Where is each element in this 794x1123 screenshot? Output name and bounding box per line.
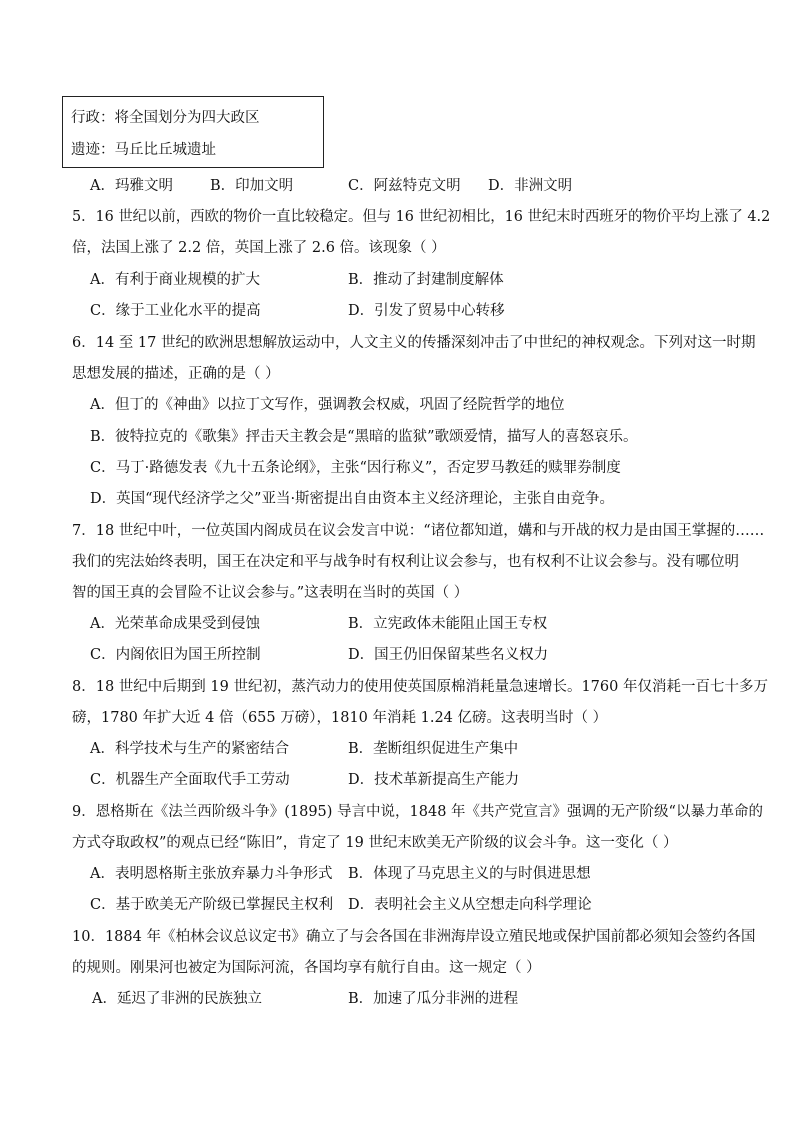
- q7-option-c: C．内阁依旧为国王所控制: [90, 647, 261, 663]
- q6-option-c: C．马丁·路德发表《九十五条论纲》，主张“因行称义”，否定罗马教廷的赎罪券制度: [90, 460, 621, 476]
- q7-stem-line-2: 我们的宪法始终表明，国王在决定和平与战争时有权利让议会参与，也有权利不让议会参与。没有哪位明: [72, 554, 739, 570]
- q9-option-b: B．体现了马克思主义的与时俱进思想: [348, 866, 591, 882]
- q5-stem-line-2: 倍，法国上涨了 2.2 倍，英国上涨了 2.6 倍。该现象（ ）: [72, 240, 446, 256]
- q5-option-d: D．引发了贸易中心转移: [348, 303, 505, 319]
- q7-option-a: A．光荣革命成果受到侵蚀: [90, 616, 260, 632]
- q7-option-d: D．国王仍旧保留某些名义权力: [348, 647, 549, 663]
- q5-stem-line-1: 5．16 世纪以前，西欧的物价一直比较稳定。但与 16 世纪初相比，16 世纪末时西班牙的物价平均上涨了 4.2: [72, 209, 771, 225]
- q5-option-a: A．有利于商业规模的扩大: [90, 272, 260, 288]
- q10-stem-line-1: 10．1884 年《柏林会议总议定书》确立了与会各国在非洲海岸设立殖民地或保护国前都必须知会签约各国: [72, 929, 756, 945]
- q5-option-b: B．推动了封建制度解体: [348, 272, 504, 288]
- q9-option-a: A．表明恩格斯主张放弃暴力斗争形式: [90, 866, 333, 882]
- q7-stem-line-3: 智的国王真的会冒险不让议会参与。”这表明在当时的英国（ ）: [72, 585, 469, 601]
- q9-stem-line-1: 9．恩格斯在《法兰西阶级斗争》(1895) 导言中说，1848 年《共产党宣言》强调的无产阶级“以暴力革命的: [72, 804, 763, 820]
- q6-option-a: A．但丁的《神曲》以拉丁文写作，强调教会权威，巩固了经院哲学的地位: [90, 397, 565, 413]
- q9-option-c: C．基于欧美无产阶级已掌握民主权利: [90, 897, 334, 913]
- q10-option-b: B．加速了瓜分非洲的进程: [348, 991, 519, 1007]
- q9-stem-line-2: 方式夺取政权”的观点已经“陈旧”，肯定了 19 世纪末欧美无产阶级的议会斗争。这一变化（ ）: [72, 835, 678, 851]
- q8-option-d: D．技术革新提高生产能力: [348, 772, 520, 788]
- q5-option-c: C．缘于工业化水平的提高: [90, 303, 261, 319]
- box-line-ruins: 遗迹：马丘比丘城遗址: [71, 142, 216, 158]
- q8-option-a: A．科学技术与生产的紧密结合: [90, 741, 289, 757]
- q4-option-a: A．玛雅文明: [90, 178, 173, 194]
- q8-stem-line-2: 磅，1780 年扩大近 4 倍（655 万磅），1810 年消耗 1.24 亿磅。这表明当时（ ）: [72, 710, 608, 726]
- q6-stem-line-1: 6．14 至 17 世纪的欧洲思想解放运动中，人文主义的传播深刻冲击了中世纪的神权观念。下列对这一时期: [72, 335, 756, 351]
- q8-option-b: B．垄断组织促进生产集中: [348, 741, 519, 757]
- q6-option-d: D．英国“现代经济学之父”亚当·斯密提出自由资本主义经济理论，主张自由竞争。: [90, 491, 615, 507]
- q9-option-d: D．表明社会主义从空想走向科学理论: [348, 897, 592, 913]
- q7-option-b: B．立宪政体未能阻止国王专权: [348, 616, 548, 632]
- q4-option-d: D．非洲文明: [488, 178, 573, 194]
- q8-option-c: C．机器生产全面取代手工劳动: [90, 772, 290, 788]
- box-line-administration: 行政：将全国划分为四大政区: [71, 110, 260, 126]
- q6-stem-line-2: 思想发展的描述，正确的是（ ）: [72, 366, 280, 382]
- q8-stem-line-1: 8．18 世纪中后期到 19 世纪初，蒸汽动力的使用使英国原棉消耗量急速增长。1760 年仅消耗一百七十多万: [72, 679, 768, 695]
- source-material-box: [62, 96, 324, 168]
- q6-option-b: B．彼特拉克的《歌集》抨击天主教会是“黑暗的监狱”歌颂爱情，描写人的喜怒哀乐。: [90, 429, 638, 445]
- q4-option-b: B．印加文明: [210, 178, 294, 194]
- q7-stem-line-1: 7．18 世纪中叶，一位英国内阁成员在议会发言中说：“诸位都知道，媾和与开战的权力是由国王掌握的……: [72, 523, 765, 539]
- q4-option-c: C．阿兹特克文明: [348, 178, 461, 194]
- q10-stem-line-2: 的规则。刚果河也被定为国际河流，各国均享有航行自由。这一规定（ ）: [72, 960, 541, 976]
- q10-option-a: A．延迟了非洲的民族独立: [92, 991, 262, 1007]
